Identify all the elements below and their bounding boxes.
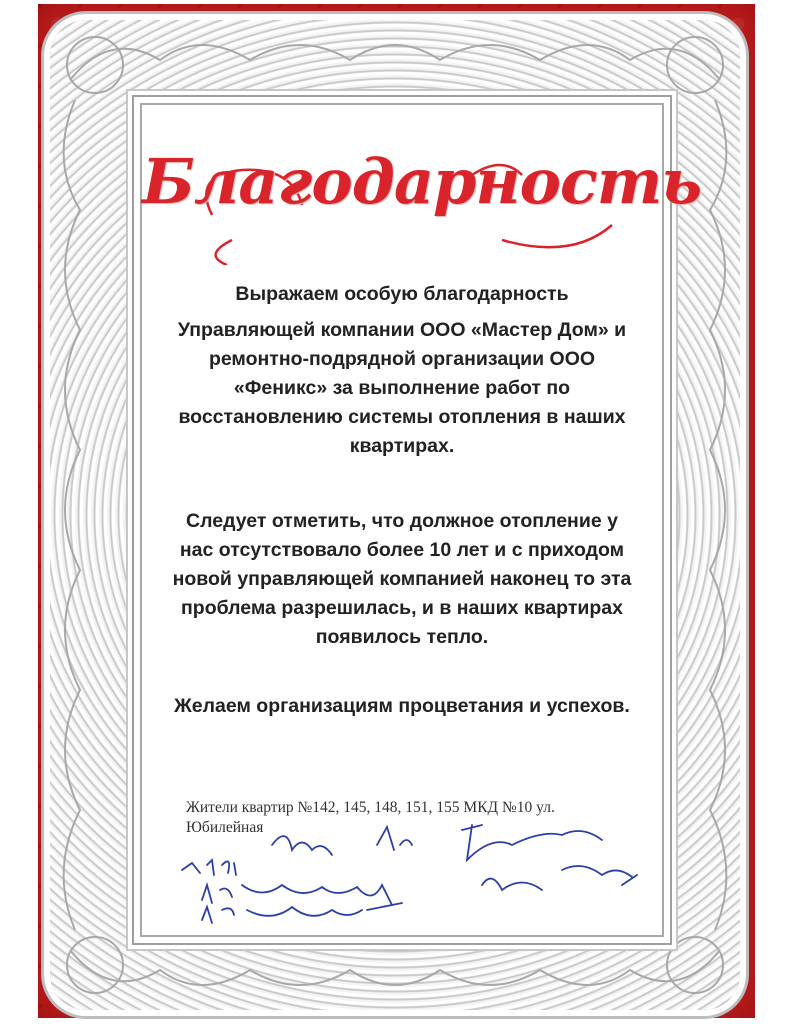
residents-line: Жители квартир №142, 145, 148, 151, 155 МКД №10 ул. Юбилейная [186, 799, 555, 836]
certificate-card [140, 103, 702, 937]
closing-wish: Желаем организациям процветания и успехов. [174, 695, 630, 717]
handwritten-signatures [162, 815, 652, 925]
heating-paragraph: Следует отметить, что должное отопление у нас отсутствовало более 10 лет и с приходом новой управляющей компанией наконец то эта проблема разрешилась, и в наших квартирах появилось тепло. [172, 510, 632, 648]
certificate-title: Благодарность [142, 145, 702, 218]
thanks-paragraph: Управляющей компании ООО «Мастер Дом» и ремонтно-подрядной организации ООО «Феникс» за выполнение работ по восстановлению системы отопления в наших квартирах. [177, 319, 627, 457]
intro-text: Выражаем особую благодарность [235, 283, 569, 305]
